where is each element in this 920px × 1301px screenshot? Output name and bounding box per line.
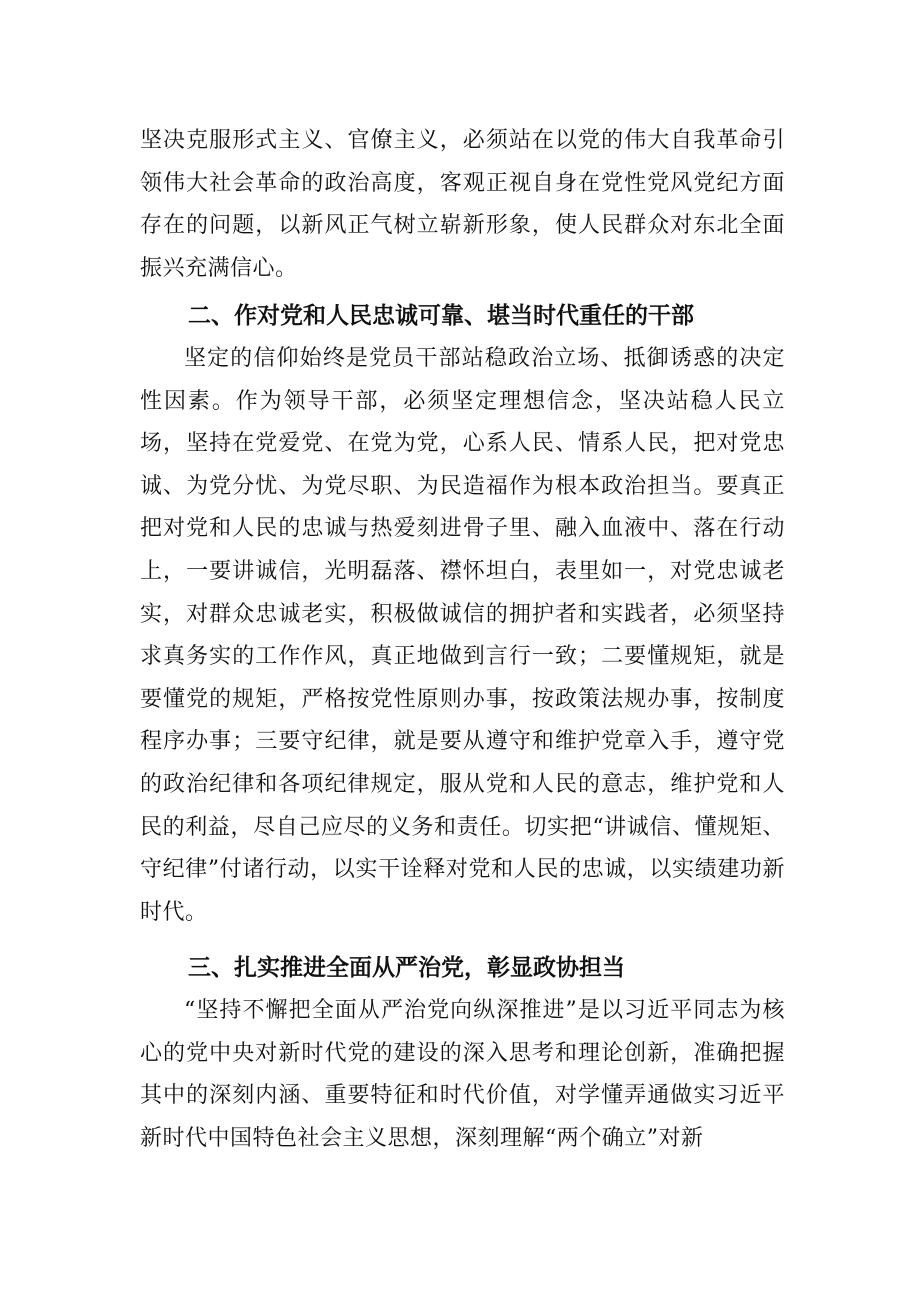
section-heading-2: 二、作对党和人民忠诚可靠、堪当时代重任的干部 — [188, 303, 694, 329]
paragraph-2: 坚定的信仰始终是党员干部站稳政治立场、抵御诱惑的决定性因素。作为领导干部，必须坚定理想信念，坚决站稳人民立场，坚持在党爱党、在党为党，心系人民、情系人民，把对党忠诚、为党分忧、为党尽职、为民造福作为根本政治担当。要真正把对党和人民的忠诚与热爱刻进骨子里、融入血液中、落在行动上，一要讲诚信，光明磊落、襟怀坦白，表里如一，对党忠诚老实，对群众忠诚老实，积极做诚信的拥护者和实践者，必须坚持求真务实的工作作风，真正地做到言行一致；二要懂规矩，就是要懂党的规矩，严格按党性原则办事，按政策法规办事，按制度程序办事；三要守纪律，就是要从遵守和维护党章入手，遵守党的政治纪律和各项纪律规定，服从党和人民的意志，维护党和人民的利益，尽自己应尽的义务和责任。切实把“讲诚信、懂规矩、守纪律”付诸行动，以实干诠释对党和人民的忠诚，以实绩建功新时代。 — [140, 346, 785, 925]
paragraph-3: “坚持不懈把全面从严治党向纵深推进”是以习近平同志为核心的党中央对新时代党的建设的深入思考和理论创新，准确把握其中的深刻内涵、重要特征和时代价值，对学懂弄通做实习近平新时代中国特色社会主义思想，深刻理解“两个确立”对新 — [140, 998, 785, 1151]
paragraph-1: 坚决克服形式主义、官僚主义，必须站在以党的伟大自我革命引领伟大社会革命的政治高度，客观正视自身在党性党风党纪方面存在的问题，以新风正气树立崭新形象，使人民群众对东北全面振兴充满信心。 — [140, 128, 785, 281]
section-heading-3: 三、扎实推进全面从严治党，彰显政协担当 — [188, 955, 625, 981]
